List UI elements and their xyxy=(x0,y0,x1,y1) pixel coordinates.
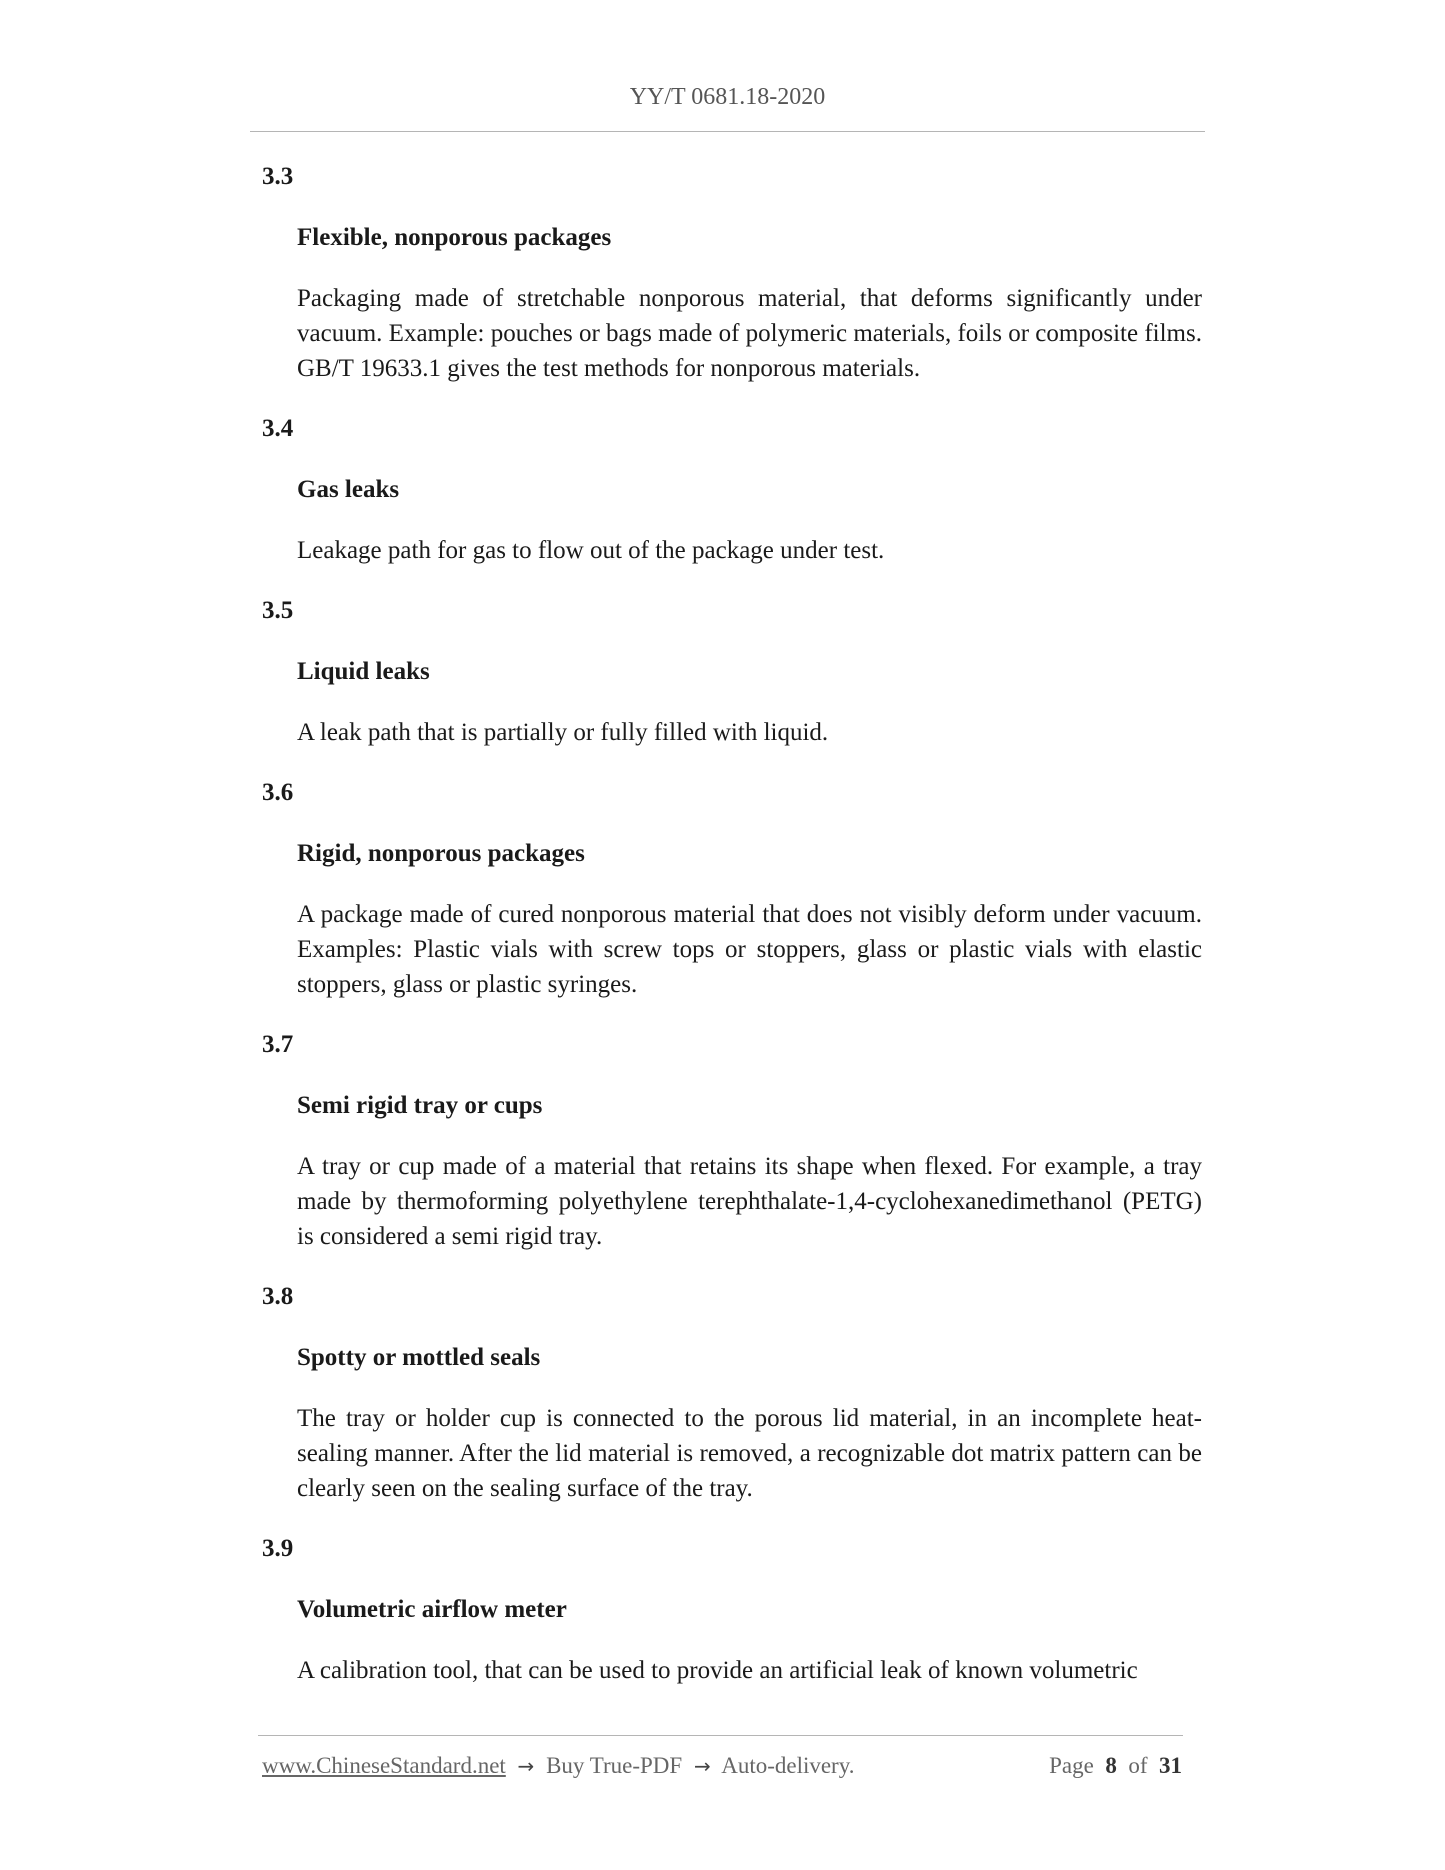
clause-definition: A tray or cup made of a material that retains its shape when flexed. For example, a tray made by thermoforming polyethylene terephthalate-1,4-cyclohexanedimethanol (PETG) is considered a semi rigid tray. xyxy=(297,1153,1202,1250)
clause-definition: Leakage path for gas to flow out of the package under test. xyxy=(297,537,885,564)
clause-term: Flexible, nonporous packages xyxy=(297,224,612,251)
clause-number: 3.5 xyxy=(262,597,294,624)
arrow-right-icon: → xyxy=(517,1754,535,1778)
page-label: Page xyxy=(1049,1753,1094,1778)
clause-definition: A calibration tool, that can be used to provide an artificial leak of known volumetric xyxy=(297,1657,1138,1684)
footer-divider xyxy=(258,1735,1183,1736)
clause-3-4 xyxy=(262,412,1202,568)
clause-definition: A leak path that is partially or fully filled with liquid. xyxy=(297,719,829,746)
clause-definition: Packaging made of stretchable nonporous material, that deforms significantly under vacuum. Example: pouches or bags made of polymeric materials, foils or composite films. GB/T 19633.1 gives the test methods for nonporous materials. xyxy=(297,285,1202,382)
page-footer xyxy=(262,1753,1182,1779)
clause-3-8 xyxy=(262,1280,1202,1506)
clause-number: 3.8 xyxy=(262,1283,294,1310)
page-of-label: of xyxy=(1128,1753,1148,1778)
footer-promo xyxy=(262,1753,854,1779)
clause-3-5 xyxy=(262,594,1202,750)
clause-term: Rigid, nonporous packages xyxy=(297,840,585,867)
auto-delivery-text: Auto-delivery. xyxy=(721,1753,855,1778)
clause-number: 3.9 xyxy=(262,1535,294,1562)
page-total: 31 xyxy=(1159,1753,1182,1778)
clause-number: 3.4 xyxy=(262,415,294,442)
arrow-right-icon: → xyxy=(693,1754,711,1778)
page-number xyxy=(1049,1753,1182,1779)
clause-3-9 xyxy=(262,1532,1202,1688)
website-link[interactable]: www.ChineseStandard.net xyxy=(262,1753,506,1778)
document-body xyxy=(262,160,1202,1714)
clause-number: 3.3 xyxy=(262,163,294,190)
clause-term: Volumetric airflow meter xyxy=(297,1596,567,1623)
clause-3-6 xyxy=(262,776,1202,1002)
clause-term: Liquid leaks xyxy=(297,658,430,685)
clause-number: 3.7 xyxy=(262,1031,294,1058)
page-header: YY/T 0681.18-2020 xyxy=(629,84,826,110)
page-current: 8 xyxy=(1105,1753,1117,1778)
clause-term: Semi rigid tray or cups xyxy=(297,1092,543,1119)
header-divider xyxy=(250,131,1205,132)
clause-definition: The tray or holder cup is connected to the porous lid material, in an incomplete heat-sealing manner. After the lid material is removed, a recognizable dot matrix pattern can be clearly seen on the sealing surface of the tray. xyxy=(297,1405,1202,1502)
clause-definition: A package made of cured nonporous material that does not visibly deform under vacuum. Examples: Plastic vials with screw tops or stoppers, glass or plastic vials with elastic stoppers, glass or plastic syringes. xyxy=(297,901,1202,998)
clause-3-3 xyxy=(262,160,1202,386)
clause-term: Gas leaks xyxy=(297,476,400,503)
clause-number: 3.6 xyxy=(262,779,294,806)
clause-term: Spotty or mottled seals xyxy=(297,1344,541,1371)
buy-pdf-text: Buy True-PDF xyxy=(546,1753,683,1778)
clause-3-7 xyxy=(262,1028,1202,1254)
